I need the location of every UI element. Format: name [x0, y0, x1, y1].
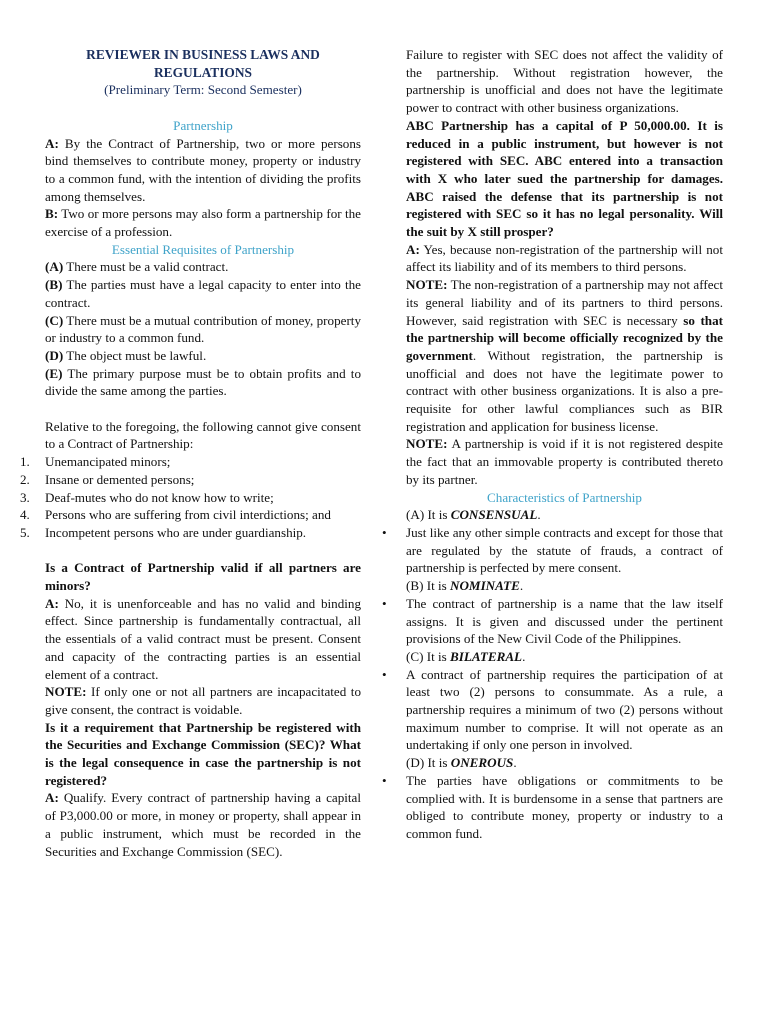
definition-b-label: B:	[45, 206, 59, 222]
list-text: Incompetent persons who are under guardianship.	[45, 524, 307, 540]
answer-text: No, it is unenforceable and has no valid and binding effect. Since partnership is fundamentally contractual, all the essentials of a valid contract must be present. Consent and capacity of the contracting parties is an essential element of a contract.	[45, 595, 361, 682]
list-item	[20, 506, 361, 524]
note-minors	[45, 683, 361, 718]
note-registration	[406, 276, 723, 435]
list-item	[20, 453, 361, 471]
requisite-label: (D)	[45, 347, 64, 363]
characteristic-suffix: .	[537, 507, 541, 523]
right-column	[382, 46, 723, 843]
spacer	[45, 99, 361, 117]
note-text: If only one or not all partners are incapacitated to give consent, the contract is voidable.	[45, 684, 361, 717]
bullet-item	[382, 524, 723, 577]
definition-a	[45, 135, 361, 206]
characteristic-prefix: (D) It is	[406, 755, 451, 771]
requisite-item	[45, 365, 361, 400]
answer-minors	[45, 595, 361, 684]
note-label: NOTE:	[45, 684, 87, 700]
list-text: Deaf-mutes who do not know how to write;	[45, 489, 274, 505]
characteristic-prefix: (A) It is	[406, 507, 451, 523]
bullet-item	[382, 772, 723, 843]
note-text: . Without registration, the partnership is unofficial and does not have the legitimate power to contract with other business organizations. It is also a pre-requisite for other lawful compliances such as BIR registration and application for business license.	[406, 347, 723, 434]
section-heading-requisites: Essential Requisites of Partnership	[111, 241, 295, 257]
list-text: Persons who are suffering from civil interdictions; and	[45, 507, 331, 523]
characteristic-term: BILATERAL	[450, 648, 523, 664]
bullet-text: Just like any other simple contracts and except for those that are regulated by the statute of frauds, a contract of partnership is perfected by mere consent.	[406, 524, 723, 576]
requisite-text: The primary purpose must be to obtain profits and to divide the same among the parties.	[45, 365, 361, 399]
bullet-icon: •	[382, 666, 387, 682]
answer-sec-registration	[45, 789, 361, 860]
definition-b-text: Two or more persons may also form a partnership for the exercise of a profession.	[45, 206, 361, 240]
answer-label: A:	[406, 241, 420, 257]
document-subtitle: (Preliminary Term: Second Semester)	[104, 82, 302, 98]
continued-paragraph: Failure to register with SEC does not affect the validity of the partnership. Without registration however, the partnership is unofficial and does not have the legitimate power to contract with other business organizations.	[406, 47, 723, 116]
definition-a-label: A:	[45, 135, 59, 151]
characteristic-heading	[406, 648, 723, 666]
requisite-text: The parties must have a legal capacity to enter into the contract.	[45, 277, 361, 310]
requisite-text: There must be a mutual contribution of money, property or industry to a common fund.	[45, 312, 361, 346]
definition-b	[45, 205, 361, 240]
list-text: Insane or demented persons;	[45, 471, 195, 487]
spacer	[45, 542, 361, 560]
characteristic-bullets	[382, 666, 723, 755]
section-heading-partnership: Partnership	[173, 117, 233, 133]
document-title: REVIEWER IN BUSINESS LAWS AND REGULATIONS	[86, 47, 320, 80]
bullet-item	[382, 666, 723, 755]
question-sec-registration: Is it a requirement that Partnership be registered with the Securities and Exchange Commission (SEC)? What is the legal consequence in case the partnership is not registered?	[45, 719, 361, 788]
list-item	[20, 524, 361, 542]
bullet-text: The parties have obligations or commitments to be complied with. It is burdensome in a sense that partners are obliged to contribute money, property or industry to a common fund.	[406, 772, 723, 841]
requisite-label: (E)	[45, 365, 63, 381]
answer-label: A:	[45, 595, 59, 611]
note-void	[406, 435, 723, 488]
characteristic-suffix: .	[513, 755, 517, 771]
note-text: The non-registration of a partnership may not affect its general liability and of its partners to third persons. However, said registration with SEC is necessary	[406, 277, 723, 328]
characteristic-heading	[406, 754, 723, 772]
requisite-text: The object must be lawful.	[63, 347, 207, 363]
spacer	[45, 400, 361, 418]
bullet-icon: •	[382, 595, 387, 611]
characteristic-term: NOMINATE	[450, 578, 520, 594]
question-minors: Is a Contract of Partnership valid if all partners are minors?	[45, 560, 361, 594]
characteristic-heading	[406, 506, 723, 524]
requisite-text: There must be a valid contract.	[63, 259, 229, 275]
list-text: Unemancipated minors;	[45, 454, 171, 470]
characteristic-prefix: (C) It is	[406, 648, 451, 664]
requisite-item	[45, 258, 361, 276]
bullet-item	[382, 595, 723, 648]
consent-intro: Relative to the foregoing, the following cannot give consent to a Contract of Partnership:	[45, 418, 361, 452]
section-heading-characteristics: Characteristics of Partnership	[487, 489, 642, 505]
note-label: NOTE:	[406, 436, 448, 452]
question-abc-partnership: ABC Partnership has a capital of P 50,000.00. It is reduced in a public instrument, but however is not registered with SEC. ABC entered into a transaction with X who later sued the partnership for damages. ABC raised the defense that its partnership is not registered with SEC so it has no legal personality. Will the suit by X still prosper?	[406, 117, 723, 240]
requisite-label: (A)	[45, 259, 64, 275]
characteristic-suffix: .	[522, 648, 526, 664]
bullet-icon: •	[382, 772, 387, 788]
list-item	[20, 471, 361, 489]
list-number: 3.	[20, 489, 30, 505]
characteristic-term: CONSENSUAL	[450, 507, 538, 523]
characteristic-suffix: .	[519, 578, 524, 594]
definition-a-text: By the Contract of Partnership, two or more persons bind themselves to contribute money, property or industry to a common fund, with the intention of dividing the profits among themselves.	[45, 135, 361, 204]
note-emphasis: so that the partnership will become officially recognized by the government	[406, 312, 723, 363]
characteristic-bullets	[382, 595, 723, 648]
list-number: 2.	[20, 471, 30, 487]
cannot-consent-list	[20, 453, 361, 542]
characteristic-bullets	[382, 772, 723, 843]
bullet-text: The contract of partnership is a name that the law itself assigns. It is given and discussed under the pertinent provisions of the New Civil Code of the Philippines.	[406, 595, 723, 647]
list-number: 4.	[20, 507, 30, 523]
requisite-item	[45, 312, 361, 347]
characteristic-heading	[406, 577, 723, 595]
list-number: 1.	[20, 454, 30, 470]
characteristic-bullets	[382, 524, 723, 577]
answer-abc-partnership	[406, 241, 723, 276]
requisite-label: (B)	[45, 277, 63, 293]
requisite-label: (C)	[45, 312, 64, 328]
bullet-icon: •	[382, 524, 387, 540]
answer-label: A:	[45, 790, 59, 806]
answer-text: Qualify. Every contract of partnership having a capital of P3,000.00 or more, in money or property, shall appear in a public instrument, which must be recorded in the Securities and Exchange Commission (SEC).	[45, 790, 361, 859]
list-number: 5.	[20, 524, 30, 540]
list-item	[20, 489, 361, 507]
characteristic-term: ONEROUS	[450, 755, 514, 771]
note-label: NOTE:	[406, 277, 448, 293]
bullet-text: A contract of partnership requires the participation of at least two (2) persons to consummate. As a rule, a partnership requires a minimum of two (2) persons without maximum number to comprise. It will not operate as an undertaking if only one person in involved.	[406, 666, 723, 753]
answer-text: Yes, because non-registration of the partnership will not affect its liability and of its members to third persons.	[406, 241, 723, 275]
requisite-item	[45, 276, 361, 311]
characteristic-prefix: (B) It is	[406, 578, 451, 594]
requisite-item	[45, 347, 361, 365]
left-column	[20, 46, 361, 860]
note-text: A partnership is void if it is not registered despite the fact that an immovable property is contributed thereto by its partner.	[406, 436, 723, 487]
